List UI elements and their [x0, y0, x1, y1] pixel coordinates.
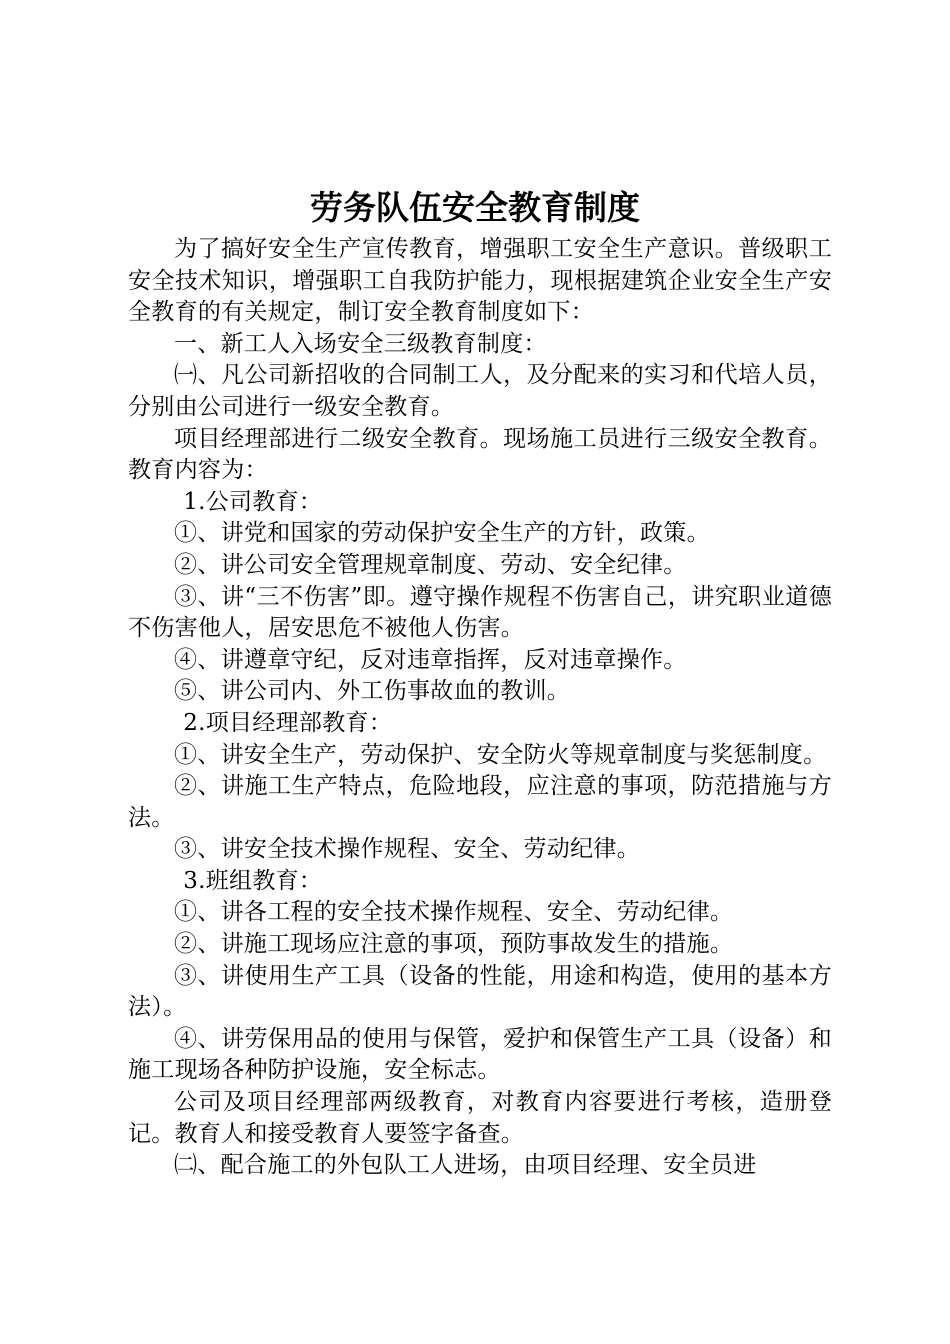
paragraph-intro: 为了搞好安全生产宣传教育，增强职工安全生产意识。普级职工安全技术知识，增强职工自我防护能力，现根据建筑企业安全生产安全教育的有关规定，制订安全教育制度如下： — [128, 236, 832, 326]
list-item: ⑤、讲公司内、外工伤事故血的教训。 — [174, 678, 571, 705]
list-item: ④、讲劳保用品的使用与保管，爱护和保管生产工具（设备）和施工现场各种防护设施，安全标志。 — [128, 1025, 832, 1084]
list-item: ③、讲使用生产工具（设备的性能，用途和构造，使用的基本方法）。 — [128, 962, 832, 1021]
subheading-project-education: 2.项目经理部教育： — [183, 709, 393, 736]
document-title: 劳务队伍安全教育制度 — [310, 188, 640, 227]
list-item: ①、讲党和国家的劳动保护安全生产的方针，政策。 — [174, 520, 710, 547]
list-item: ④、讲遵章守纪，反对违章指挥，反对违章操作。 — [174, 646, 687, 673]
section-heading-1: 一、新工人入场安全三级教育制度： — [174, 330, 547, 357]
list-item: ②、讲施工生产特点，危险地段，应注意的事项，防范措施与方法。 — [128, 773, 832, 831]
list-item: ③、讲安全技术操作规程、安全、劳动纪律。 — [174, 836, 640, 863]
subheading-team-education: 3.班组教育： — [183, 867, 323, 894]
subheading-company-education: 1.公司教育： — [183, 488, 323, 515]
list-item: ②、讲公司安全管理规章制度、劳动、安全纪律。 — [174, 551, 687, 578]
list-item: ①、讲安全生产，劳动保护、安全防火等规章制度与奖惩制度。 — [174, 741, 827, 768]
list-item: ②、讲施工现场应注意的事项，预防事故发生的措施。 — [174, 931, 734, 958]
paragraph: 公司及项目经理部两级教育，对教育内容要进行考核，造册登记。教育人和接受教育人要签字备查。 — [128, 1089, 832, 1147]
paragraph-item-2: ㈡、配合施工的外包队工人进场，由项目经理、安全员进 — [174, 1152, 757, 1179]
paragraph-item-1: ㈠、凡公司新招收的合同制工人，及分配来的实习和代培人员，分别由公司进行一级安全教育。 — [128, 362, 832, 420]
list-item: ①、讲各工程的安全技术操作规程、安全、劳动纪律。 — [174, 899, 734, 926]
paragraph: 项目经理部进行二级安全教育。现场施工员进行三级安全教育。教育内容为： — [128, 425, 832, 484]
document-body — [128, 234, 832, 1182]
list-item: ③、讲“三不伤害”即。遵守操作规程不伤害自己，讲究职业道德不伤害他人，居安思危不被他人伤害。 — [128, 583, 832, 642]
